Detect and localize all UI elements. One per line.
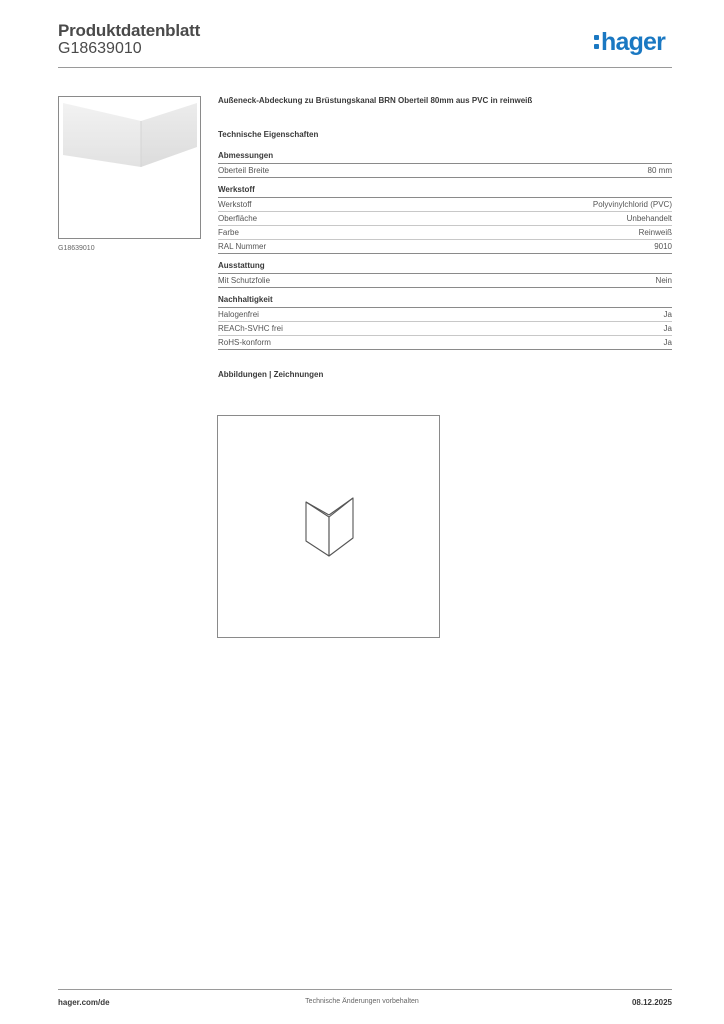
spec-row xyxy=(218,212,672,226)
section-sustainability xyxy=(218,295,672,350)
spec-label: REACh-SVHC frei xyxy=(218,324,283,333)
drawings-heading: Abbildungen | Zeichnungen xyxy=(218,370,324,379)
spec-value: Nein xyxy=(655,276,672,285)
technical-drawing xyxy=(217,415,440,638)
technical-properties-heading: Technische Eigenschaften xyxy=(218,130,319,139)
footer-website-link[interactable]: hager.com/de xyxy=(58,998,110,1007)
spec-label: Farbe xyxy=(218,228,239,237)
spec-label: Halogenfrei xyxy=(218,310,259,319)
section-dimensions xyxy=(218,151,672,178)
section-title: Werkstoff xyxy=(218,185,672,198)
product-description: Außeneck-Abdeckung zu Brüstungskanal BRN Oberteil 80mm aus PVC in reinweiß xyxy=(218,96,533,105)
section-title: Abmessungen xyxy=(218,151,672,164)
spec-row xyxy=(218,240,672,254)
spec-value: Ja xyxy=(663,338,672,347)
spec-value: Polyvinylchlorid (PVC) xyxy=(592,200,672,209)
spec-label: Oberteil Breite xyxy=(218,166,270,175)
spec-value: Ja xyxy=(663,324,672,333)
product-photo-image xyxy=(59,97,200,238)
section-title: Ausstattung xyxy=(218,261,672,274)
header-divider xyxy=(58,67,672,68)
logo-wordmark: hager xyxy=(601,27,666,56)
spec-row xyxy=(218,198,672,212)
hager-logo xyxy=(594,27,665,57)
footer-disclaimer: Technische Änderungen vorbehalten xyxy=(305,998,419,1005)
spec-label: RAL Nummer xyxy=(218,242,267,251)
section-title: Nachhaltigkeit xyxy=(218,295,672,308)
section-material xyxy=(218,185,672,254)
footer-date: 08.12.2025 xyxy=(631,998,672,1007)
spec-value: 80 mm xyxy=(647,166,672,175)
product-code: G18639010 xyxy=(58,40,142,57)
spec-row xyxy=(218,164,672,178)
spec-label: Oberfläche xyxy=(218,214,258,223)
spec-row xyxy=(218,322,672,336)
corner-cover-drawing-icon xyxy=(218,416,439,637)
spec-value: 9010 xyxy=(654,242,672,251)
product-photo xyxy=(58,96,201,239)
logo-dots-icon xyxy=(594,35,599,49)
spec-value: Ja xyxy=(663,310,672,319)
page-title: Produktdatenblatt xyxy=(58,21,201,40)
product-photo-caption: G18639010 xyxy=(58,245,95,252)
specification-panel xyxy=(218,96,672,382)
spec-label: Mit Schutzfolie xyxy=(218,276,271,285)
spec-value: Reinweiß xyxy=(638,228,672,237)
spec-row xyxy=(218,336,672,350)
spec-value: Unbehandelt xyxy=(626,214,672,223)
spec-label: RoHS-konform xyxy=(218,338,271,347)
spec-row xyxy=(218,226,672,240)
section-equipment xyxy=(218,261,672,288)
spec-row xyxy=(218,274,672,288)
footer-divider xyxy=(58,989,672,990)
spec-label: Werkstoff xyxy=(218,200,252,209)
spec-row xyxy=(218,308,672,322)
